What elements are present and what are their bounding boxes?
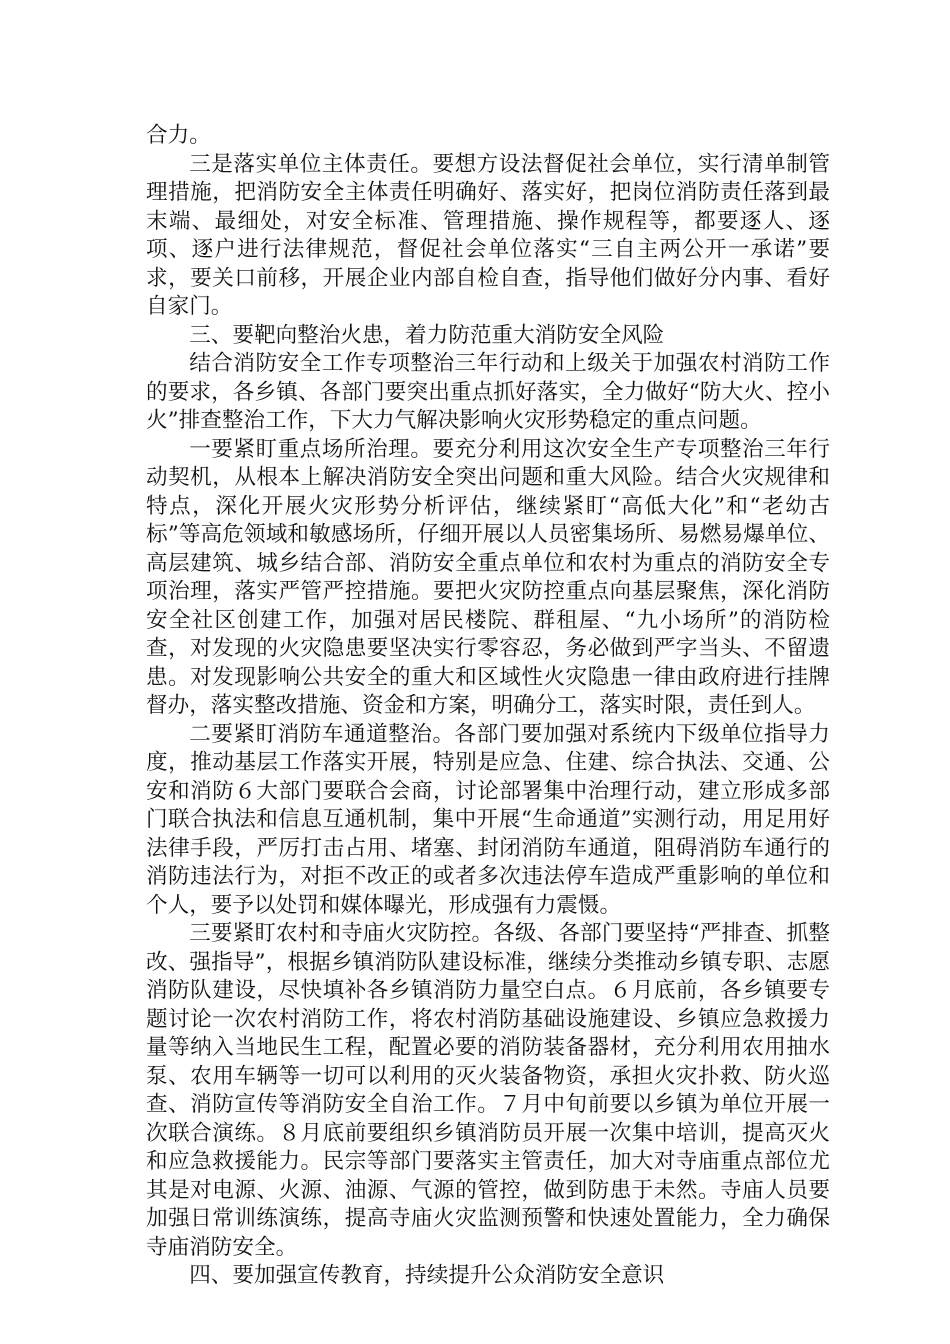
paragraph-section-3-intro: 结合消防安全工作专项整治三年行动和上级关于加强农村消防工作的要求，各乡镇、各部门要突出重点抓好落实，全力做好“防大火、控小火”排查整治工作，下大力气解决影响火灾形势稳定的重点问题。 bbox=[146, 351, 830, 433]
paragraph-fire-lanes: 二要紧盯消防车通道整治。各部门要加强对系统内下级单位指导力度，推动基层工作落实开展，特别是应急、住建、综合执法、交通、公安和消防６大部门要联合会商，讨论部署集中治理行动，建立形成多部门联合执法和信息互通机制，集中开展“生命通道”实测行动，用足用好法律手段，严厉打击占用、堵塞、封闭消防车通道，阻碍消防车通行的消防违法行为，对拒不改正的或者多次违法停车造成严重影响的单位和个人，要予以处罚和媒体曝光，形成强有力震慑。 bbox=[146, 721, 830, 918]
paragraph-unit-responsibility: 三是落实单位主体责任。要想方设法督促社会单位，实行清单制管理措施，把消防安全主体责任明确好、落实好，把岗位消防责任落到最末端、最细处，对安全标准、管理措施、操作规程等，都要逐人、逐项、逐户进行法律规范，督促社会单位落实“三自主两公开一承诺”要求，要关口前移，开展企业内部自检自查，指导他们做好分内事、看好自家门。 bbox=[146, 151, 830, 319]
section-heading-3: 三、要靶向整治火患，着力防范重大消防安全风险 bbox=[189, 322, 665, 348]
section-heading-4: 四、要加强宣传教育，持续提升公众消防安全意识 bbox=[189, 1263, 665, 1288]
paragraph-continuation: 合力。 bbox=[146, 123, 211, 148]
paragraph-rural-temples: 三要紧盯农村和寺庙火灾防控。各级、各部门要坚持“严排查、抓整改、强指导”，根据乡镇消防队建设标准，继续分类推动乡镇专职、志愿消防队建设，尽快填补各乡镇消防力量空白点。６月底前，各乡镇要专题讨论一次农村消防工作，将农村消防基础设施建设、乡镇应急救援力量等纳入当地民生工程，配置必要的消防装备器材，充分利用农用抽水泵、农用车辆等一切可以利用的灭火装备物资，承担火灾扑救、防火巡查、消防宣传等消防安全自治工作。７月中旬前要以乡镇为单位开展一次联合演练。８月底前要组织乡镇消防员开展一次集中培训，提高灭火和应急救援能力。民宗等部门要落实主管责任，加大对寺庙重点部位尤其是对电源、火源、油源、气源的管控，做到防患于未然。寺庙人员要加强日常训练演练，提高寺庙火灾监测预警和快速处置能力，全力确保寺庙消防安全。 bbox=[146, 921, 830, 1260]
paragraph-key-places: 一要紧盯重点场所治理。要充分利用这次安全生产专项整治三年行动契机，从根本上解决消防安全突出问题和重大风险。结合火灾规律和特点，深化开展火灾形势分析评估，继续紧盯“高低大化”和“老幼古标”等高危领域和敏感场所，仔细开展以人员密集场所、易燃易爆单位、高层建筑、城乡结合部、消防安全重点单位和农村为重点的消防安全专项治理，落实严管严控措施。要把火灾防控重点向基层聚焦，深化消防安全社区创建工作，加强对居民楼院、群租屋、“九小场所”的消防检查，对发现的火灾隐患要坚决实行零容忍，务必做到严字当头、不留遗患。对发现影响公共安全的重大和区域性火灾隐患一律由政府进行挂牌督办，落实整改措施、资金和方案，明确分工，落实时限，责任到人。 bbox=[146, 436, 830, 718]
document-body bbox=[146, 122, 830, 1291]
